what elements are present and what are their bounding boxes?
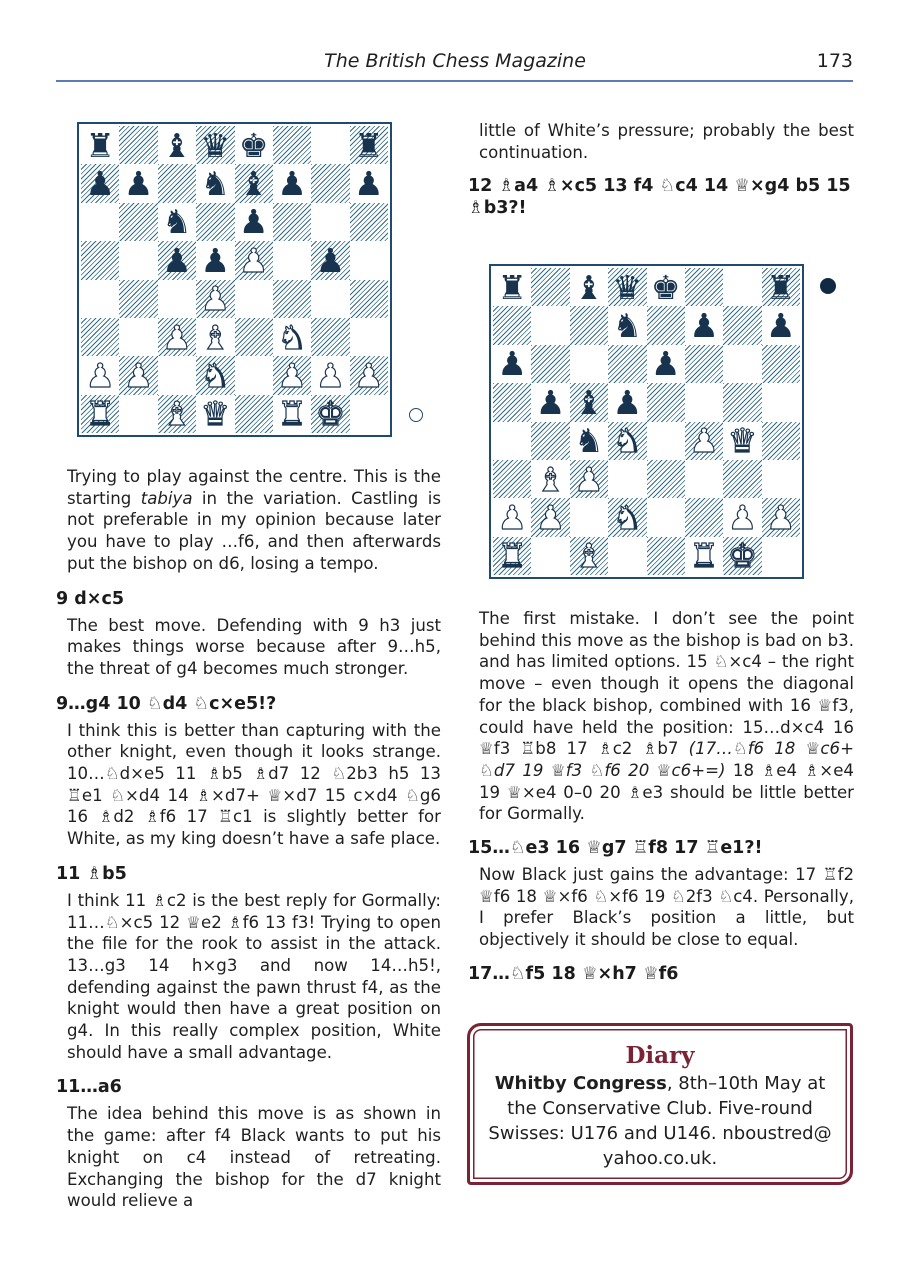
board-square — [158, 241, 196, 279]
board-square — [531, 306, 569, 344]
board-square — [493, 537, 531, 575]
black-queen-piece: ♛ — [612, 267, 643, 307]
commentary-paragraph: Now Black just gains the advantage: 17 ♖f2 ♕f6 18 ♕×f6 ♘×f6 19 ♘2f3 ♘c4. Personally, I prefer Black’s position a little, but objectively it should be close to equal. — [479, 865, 854, 950]
board-square — [273, 395, 311, 433]
board-square — [647, 306, 685, 344]
board-square — [81, 280, 119, 318]
black-pawn-piece: ♟ — [315, 240, 346, 280]
black-pawn-piece: ♟ — [277, 164, 307, 204]
board-square — [647, 422, 685, 460]
board-square — [235, 318, 273, 356]
black-queen-piece: ♛ — [200, 125, 231, 165]
black-knight-piece: ♞ — [200, 164, 231, 204]
white-pawn-piece: ♟ — [535, 497, 566, 537]
board-square — [350, 280, 388, 318]
board-square — [273, 164, 311, 202]
white-pawn-piece: ♟ — [727, 497, 758, 537]
board-square — [235, 395, 273, 433]
board-square — [273, 318, 311, 356]
board-square — [608, 422, 646, 460]
board-square — [81, 203, 119, 241]
board-square — [81, 241, 119, 279]
board-square — [158, 395, 196, 433]
board-square — [119, 241, 157, 279]
board-square — [647, 460, 685, 498]
white-pawn-piece: ♟ — [689, 421, 719, 461]
board-square — [158, 356, 196, 394]
board-square — [608, 460, 646, 498]
board-square — [311, 241, 349, 279]
board-square — [531, 268, 569, 306]
board-square — [647, 537, 685, 575]
board-square — [608, 537, 646, 575]
board-square — [570, 268, 608, 306]
board-square — [531, 422, 569, 460]
board-square — [235, 280, 273, 318]
board-square — [350, 164, 388, 202]
board-square — [81, 356, 119, 394]
board-square — [119, 395, 157, 433]
diary-title: Diary — [625, 1042, 695, 1069]
board-square — [531, 460, 569, 498]
board-square — [493, 460, 531, 498]
board-square — [723, 306, 761, 344]
board-square — [493, 268, 531, 306]
board-square — [723, 383, 761, 421]
board-square — [570, 383, 608, 421]
white-knight-piece: ♞ — [612, 421, 643, 461]
board-square — [81, 395, 119, 433]
board-square — [762, 537, 800, 575]
move-heading: 11 ♗b5 — [56, 863, 127, 884]
commentary-paragraph: I think this is better than capturing with the other knight, even though it looks strange. 10…♘d×e5 11 ♗b5 ♗d7 12 ♘2b3 h5 13 ♖e1 ♘×d4 14 ♗×d7+ ♕×d7 15 c×d4 ♘g6 16 ♗d2 ♗f6 17 ♖c1 is slightly better for White, as my king doesn’t have a safe place. — [67, 720, 441, 849]
board-square — [570, 422, 608, 460]
board-square — [311, 126, 349, 164]
black-pawn-piece: ♟ — [123, 164, 154, 204]
board-square — [158, 280, 196, 318]
white-pawn-piece: ♟ — [766, 497, 796, 537]
board-square — [350, 203, 388, 241]
white-pawn-piece: ♟ — [574, 459, 604, 499]
commentary-paragraph: I think 11 ♗c2 is the best reply for Gormally: 11…♘×c5 12 ♕e2 ♗f6 13 f3! Trying to open the file for the rook to assist in the attack. 13…g3 14 h×g3 and now 14…h5!, defending against the pawn thrust f4, as the knight would then have a great position on g4. In this really complex position, White should have a small advantage. — [67, 890, 441, 1062]
board-square — [493, 498, 531, 536]
commentary-text: The first mistake. I don’t see the point behind this move as the bishop is bad on b3. and has limited options. 15 ♘×c4 – the right move – even though it opens the diagonal for the black bishop, combined with 16 ♕f3, could have held the position: 15…d×c4 16 ♕f3 ♖b8 17 ♗c2 ♗b7 — [479, 609, 854, 759]
board-square — [350, 356, 388, 394]
board-square — [685, 383, 723, 421]
board-square — [570, 498, 608, 536]
black-bishop-piece: ♝ — [574, 267, 604, 307]
black-king-piece: ♚ — [650, 267, 681, 307]
board-square — [647, 498, 685, 536]
move-heading: 15…♘e3 16 ♕g7 ♖f8 17 ♖e1?! — [468, 838, 763, 859]
board-square — [196, 241, 234, 279]
black-pawn-piece: ♟ — [200, 240, 231, 280]
board-square — [235, 203, 273, 241]
white-pawn-piece: ♟ — [162, 317, 192, 357]
black-pawn-piece: ♟ — [535, 382, 566, 422]
right-column-bottom — [468, 608, 854, 985]
board-square — [158, 318, 196, 356]
board-square — [311, 395, 349, 433]
board-square — [762, 498, 800, 536]
black-pawn-piece: ♟ — [162, 240, 192, 280]
board-square — [235, 164, 273, 202]
board-square — [685, 498, 723, 536]
board-square — [608, 306, 646, 344]
black-knight-piece: ♞ — [612, 306, 643, 346]
board-square — [311, 164, 349, 202]
board-square — [119, 126, 157, 164]
board-square — [685, 345, 723, 383]
white-to-move-indicator — [409, 408, 423, 422]
move-heading: 11…a6 — [56, 1077, 122, 1098]
board-square — [235, 126, 273, 164]
board-square — [196, 164, 234, 202]
black-pawn-piece: ♟ — [689, 306, 719, 346]
commentary-paragraph: The idea behind this move is as shown in the game: after f4 Black wants to put his knight on c4 instead of retreating. Exchanging the bishop for the d7 knight would relieve a — [67, 1104, 441, 1211]
white-pawn-piece: ♟ — [85, 355, 115, 395]
board-square — [273, 241, 311, 279]
board-square — [570, 460, 608, 498]
move-heading: 9 d×c5 — [56, 588, 125, 609]
commentary-paragraph — [56, 466, 441, 575]
black-bishop-piece: ♝ — [574, 382, 604, 422]
board-square — [119, 164, 157, 202]
board-square — [119, 356, 157, 394]
board-square — [119, 318, 157, 356]
white-bishop-piece: ♝ — [200, 317, 231, 357]
board-square — [119, 203, 157, 241]
black-rook-piece: ♜ — [354, 125, 384, 165]
board-square — [235, 241, 273, 279]
board-square — [81, 318, 119, 356]
board-square — [196, 280, 234, 318]
diary-event-name: Whitby Congress — [494, 1073, 667, 1094]
black-pawn-piece: ♟ — [650, 344, 681, 384]
board-square — [350, 126, 388, 164]
white-pawn-piece: ♟ — [238, 240, 269, 280]
board-square — [723, 422, 761, 460]
black-pawn-piece: ♟ — [497, 344, 527, 384]
board-square — [685, 422, 723, 460]
black-king-piece: ♚ — [238, 125, 269, 165]
diary-text — [470, 1069, 850, 1171]
white-queen-piece: ♛ — [200, 394, 231, 434]
commentary-text: Trying to play against the centre. This is the starting tabiya in the variation. Castling is not preferable in my opinion because later you have to play …f6, and then afterwards put the bishop on d6, losing a tempo. — [67, 467, 441, 573]
page-number: 173 — [816, 50, 853, 72]
board-square — [762, 306, 800, 344]
board-square — [608, 498, 646, 536]
diary-box — [467, 1023, 853, 1185]
board-square — [81, 126, 119, 164]
board-square — [196, 356, 234, 394]
black-rook-piece: ♜ — [85, 125, 115, 165]
board-square — [531, 383, 569, 421]
board-square — [723, 537, 761, 575]
board-square — [723, 498, 761, 536]
white-pawn-piece: ♟ — [497, 497, 527, 537]
running-header-title: The British Chess Magazine — [324, 50, 586, 72]
board-square — [647, 383, 685, 421]
board-square — [762, 460, 800, 498]
board-square — [273, 126, 311, 164]
board-square — [350, 241, 388, 279]
diary-event-details: , 8th–10th May at the Conservative Club. Five-round Swisses: U176 and U146. nboustred@ yahoo.co.uk. — [488, 1073, 832, 1169]
board-square — [235, 356, 273, 394]
board-square — [493, 306, 531, 344]
board-square — [647, 268, 685, 306]
board-square — [273, 280, 311, 318]
board-square — [196, 126, 234, 164]
white-king-piece: ♚ — [727, 536, 758, 576]
board-square — [493, 383, 531, 421]
analysis-line: (17…♘f6 18 ♕c6+ ♘d7 19 ♕f3 ♘f6 20 ♕c6+=) — [479, 739, 854, 780]
board-square — [608, 345, 646, 383]
board-square — [685, 306, 723, 344]
board-square — [196, 395, 234, 433]
board-square — [531, 498, 569, 536]
white-queen-piece: ♛ — [727, 421, 758, 461]
black-bishop-piece: ♝ — [238, 164, 269, 204]
board-square — [531, 537, 569, 575]
white-king-piece: ♚ — [315, 394, 346, 434]
black-knight-piece: ♞ — [574, 421, 604, 461]
board-square — [762, 383, 800, 421]
chess-diagram-1 — [77, 122, 392, 437]
white-pawn-piece: ♟ — [200, 279, 231, 319]
board-square — [350, 318, 388, 356]
black-bishop-piece: ♝ — [162, 125, 192, 165]
board-square — [762, 422, 800, 460]
board-square — [311, 356, 349, 394]
white-rook-piece: ♜ — [85, 394, 115, 434]
black-pawn-piece: ♟ — [354, 164, 384, 204]
white-knight-piece: ♞ — [612, 497, 643, 537]
board-square — [493, 422, 531, 460]
move-heading: 9…g4 10 ♘d4 ♘c×e5!? — [56, 693, 277, 714]
board-square — [158, 164, 196, 202]
black-pawn-piece: ♟ — [238, 202, 269, 242]
move-heading: 17…♘f5 18 ♕×h7 ♕f6 — [468, 963, 679, 984]
white-rook-piece: ♜ — [689, 536, 719, 576]
board-square — [647, 345, 685, 383]
move-heading: 12 ♗a4 ♗×c5 13 f4 ♘c4 14 ♕×g4 b5 15 ♗b3?! — [468, 176, 851, 219]
black-knight-piece: ♞ — [162, 202, 192, 242]
commentary-paragraph: The best move. Defending with 9 h3 just makes things worse because after 9…h5, the threat of g4 becomes much stronger. — [67, 615, 441, 678]
board-square — [311, 203, 349, 241]
black-pawn-piece: ♟ — [612, 382, 643, 422]
board-square — [570, 345, 608, 383]
board-square — [685, 537, 723, 575]
left-column — [56, 466, 441, 1212]
black-rook-piece: ♜ — [766, 267, 796, 307]
black-to-move-indicator — [820, 278, 836, 294]
board-square — [119, 280, 157, 318]
board-square — [196, 318, 234, 356]
board-square — [723, 460, 761, 498]
board-square — [273, 203, 311, 241]
board-square — [350, 395, 388, 433]
board-square — [723, 268, 761, 306]
board-square — [531, 345, 569, 383]
header-rule — [56, 80, 853, 82]
white-knight-piece: ♞ — [200, 355, 231, 395]
white-bishop-piece: ♝ — [574, 536, 604, 576]
board-square — [723, 345, 761, 383]
chess-diagram-2 — [489, 264, 804, 579]
black-pawn-piece: ♟ — [85, 164, 115, 204]
board-square — [493, 345, 531, 383]
white-rook-piece: ♜ — [497, 536, 527, 576]
board-square — [608, 383, 646, 421]
white-pawn-piece: ♟ — [123, 355, 154, 395]
white-rook-piece: ♜ — [277, 394, 307, 434]
white-pawn-piece: ♟ — [277, 355, 307, 395]
board-square — [685, 460, 723, 498]
board-square — [158, 126, 196, 164]
board-square — [570, 306, 608, 344]
black-rook-piece: ♜ — [497, 267, 527, 307]
commentary-paragraph — [468, 608, 854, 825]
board-square — [570, 537, 608, 575]
board-square — [81, 164, 119, 202]
right-column-top — [468, 120, 854, 219]
white-pawn-piece: ♟ — [354, 355, 384, 395]
board-square — [608, 268, 646, 306]
white-bishop-piece: ♝ — [162, 394, 192, 434]
black-pawn-piece: ♟ — [766, 306, 796, 346]
board-square — [196, 203, 234, 241]
white-knight-piece: ♞ — [277, 317, 307, 357]
board-square — [311, 318, 349, 356]
board-square — [158, 203, 196, 241]
board-square — [762, 268, 800, 306]
commentary-paragraph: little of White’s pressure; probably the best continuation. — [479, 121, 854, 162]
white-pawn-piece: ♟ — [315, 355, 346, 395]
board-square — [311, 280, 349, 318]
italic-term: tabiya — [140, 488, 193, 508]
commentary-text: 18 ♗e4 ♗×e4 19 ♕×e4 0–0 20 ♗e3 should be little better for Gormally. — [479, 760, 854, 824]
white-bishop-piece: ♝ — [535, 459, 566, 499]
board-square — [762, 345, 800, 383]
board-square — [273, 356, 311, 394]
board-square — [685, 268, 723, 306]
